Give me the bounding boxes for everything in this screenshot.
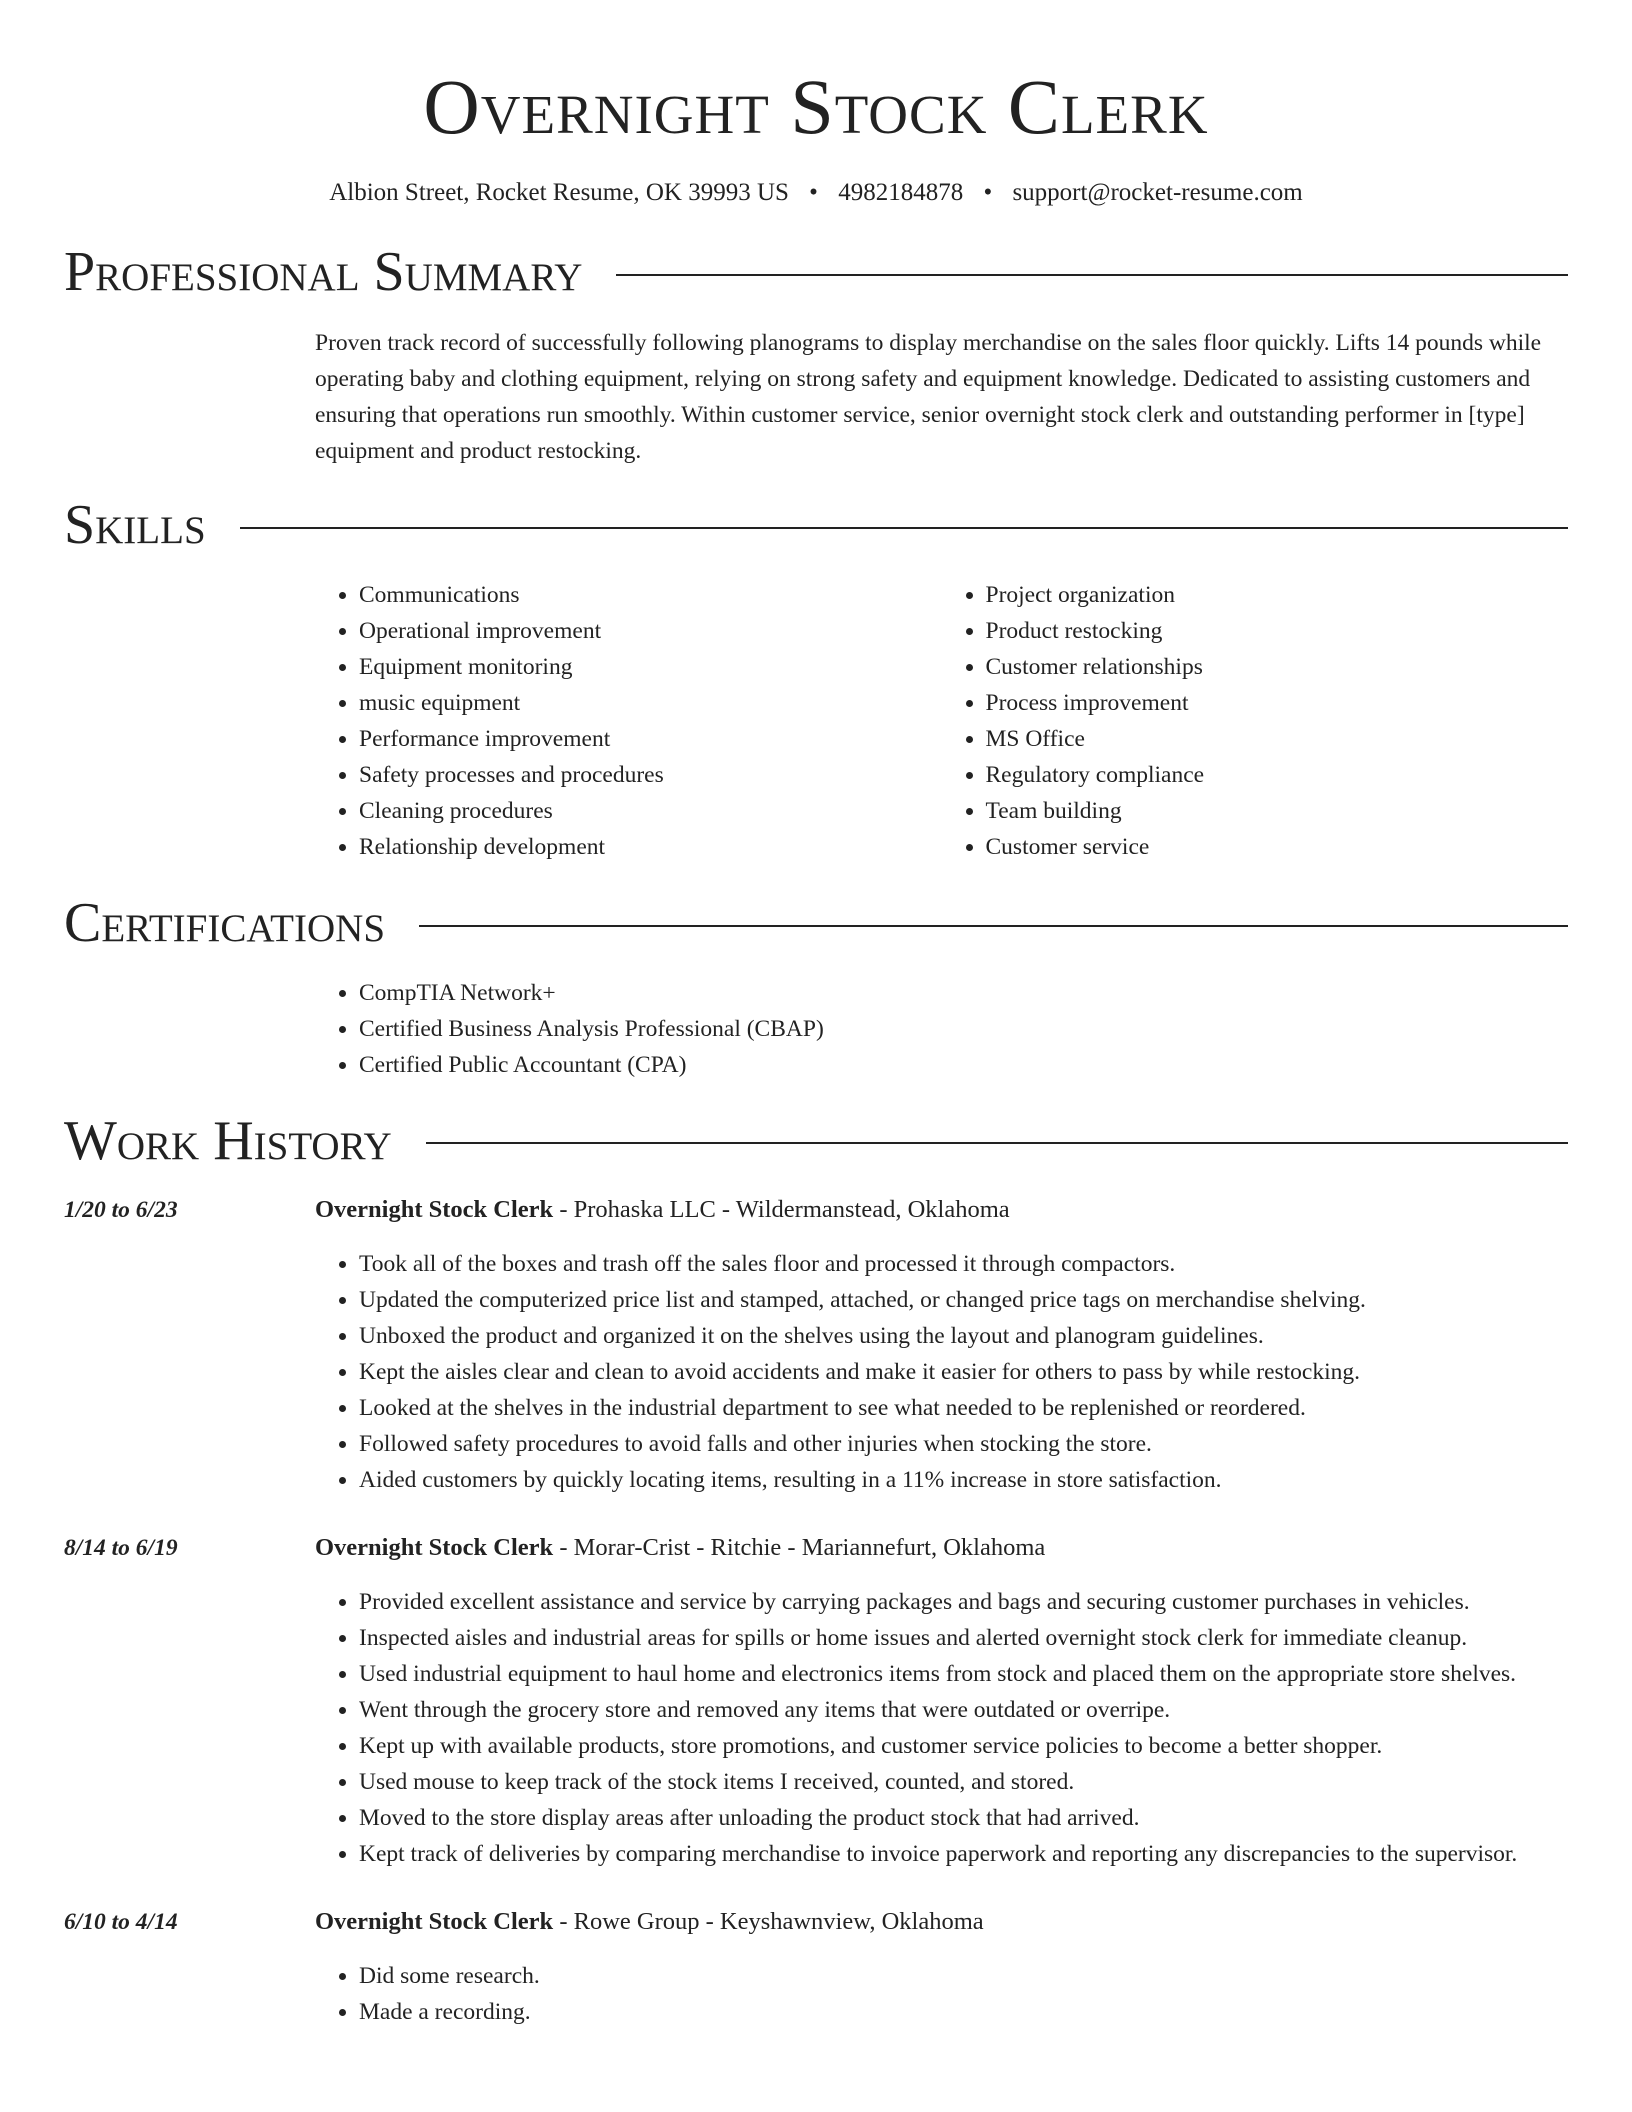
- certifications-section-header: [64, 893, 1568, 955]
- job-details: [315, 1904, 1568, 2030]
- job-title: Overnight Stock Clerk: [315, 1534, 554, 1562]
- contact-address: Albion Street, Rocket Resume, OK 39993 US: [329, 178, 789, 206]
- list-item: • Project organization: [986, 577, 1569, 613]
- section-divider: [419, 925, 1568, 927]
- section-divider: [240, 527, 1568, 529]
- skills-column-left: [315, 577, 942, 865]
- job-details: [315, 1530, 1568, 1872]
- contact-separator: •: [809, 178, 818, 206]
- certifications-heading: Certifications: [64, 891, 386, 954]
- section-divider: [616, 274, 1568, 276]
- list-item: • Equipment monitoring: [359, 649, 942, 685]
- list-item: • MS Office: [986, 721, 1569, 757]
- contact-email: support@rocket-resume.com: [1012, 178, 1303, 206]
- list-item: • Customer service: [986, 829, 1569, 865]
- list-item: • Cleaning procedures: [359, 793, 942, 829]
- job-details: [315, 1192, 1568, 1498]
- skills-list: [315, 577, 1568, 865]
- list-item: • Process improvement: [986, 685, 1569, 721]
- work-history-list: [64, 1192, 1568, 2030]
- section-divider: [426, 1142, 1568, 1144]
- summary-section-header: [64, 242, 1568, 304]
- list-item: • Communications: [359, 577, 942, 613]
- contact-line: [64, 178, 1568, 208]
- list-item: • Team building: [986, 793, 1569, 829]
- list-item: • Certified Public Accountant (CPA): [359, 1047, 1568, 1083]
- skills-column-right: [942, 577, 1569, 865]
- job-heading: [315, 1192, 1568, 1228]
- job-employer-location: - Prohaska LLC - Wildermanstead, Oklahoma: [553, 1196, 1010, 1224]
- certifications-list: [315, 975, 1568, 1083]
- list-item: • Followed safety procedures to avoid falls and other injuries when stocking the store.: [359, 1426, 1568, 1462]
- list-item: • Made a recording.: [359, 1994, 1568, 2030]
- list-item: • Kept up with available products, store promotions, and customer service policies to become a better shopper.: [359, 1728, 1568, 1764]
- job-entry: [64, 1530, 1568, 1872]
- list-item: • Product restocking: [986, 613, 1569, 649]
- work-section-header: [64, 1111, 1568, 1173]
- list-item: • Went through the grocery store and removed any items that were outdated or overripe.: [359, 1692, 1568, 1728]
- job-title: Overnight Stock Clerk: [315, 1196, 554, 1224]
- list-item: • Used industrial equipment to haul home and electronics items from stock and placed them on the appropriate store shelves.: [359, 1656, 1568, 1692]
- contact-phone: 4982184878: [838, 178, 964, 206]
- job-bullets: [315, 1958, 1568, 2030]
- list-item: • Did some research.: [359, 1958, 1568, 1994]
- job-title: Overnight Stock Clerk: [315, 1908, 554, 1936]
- skills-heading: Skills: [64, 494, 206, 557]
- job-heading: [315, 1904, 1568, 1940]
- skills-section-header: [64, 495, 1568, 557]
- work-heading: Work History: [64, 1109, 392, 1172]
- list-item: • Moved to the store display areas after unloading the product stock that had arrived.: [359, 1800, 1568, 1836]
- job-employer-location: - Rowe Group - Keyshawnview, Oklahoma: [553, 1908, 984, 1936]
- list-item: • Aided customers by quickly locating items, resulting in a 11% increase in store satisfaction.: [359, 1462, 1568, 1498]
- certifications-items: [315, 975, 1568, 1083]
- job-heading: [315, 1530, 1568, 1566]
- contact-separator: •: [983, 178, 993, 206]
- list-item: • Updated the computerized price list and stamped, attached, or changed price tags on merchandise shelving.: [359, 1282, 1568, 1318]
- resume-page: [64, 0, 1568, 2030]
- job-bullets: [315, 1584, 1568, 1872]
- list-item: • Relationship development: [359, 829, 942, 865]
- job-dates: 1/20 to 6/23: [64, 1197, 178, 1224]
- list-item: • Safety processes and procedures: [359, 757, 942, 793]
- list-item: • Certified Business Analysis Professional (CBAP): [359, 1011, 1568, 1047]
- list-item: • Performance improvement: [359, 721, 942, 757]
- list-item: • Kept track of deliveries by comparing merchandise to invoice paperwork and reporting any discrepancies to the supervisor.: [359, 1836, 1568, 1872]
- list-item: • Provided excellent assistance and service by carrying packages and bags and securing customer purchases in vehicles.: [359, 1584, 1568, 1620]
- list-item: • Kept the aisles clear and clean to avoid accidents and make it easier for others to pass by while restocking.: [359, 1354, 1568, 1390]
- list-item: • Used mouse to keep track of the stock items I received, counted, and stored.: [359, 1764, 1568, 1800]
- list-item: • Regulatory compliance: [986, 757, 1569, 793]
- job-dates: 6/10 to 4/14: [64, 1909, 178, 1936]
- job-entry: [64, 1192, 1568, 1498]
- job-entry: [64, 1904, 1568, 2030]
- list-item: • Looked at the shelves in the industrial department to see what needed to be replenished or reordered.: [359, 1390, 1568, 1426]
- summary-heading: Professional Summary: [64, 240, 583, 303]
- list-item: • Customer relationships: [986, 649, 1569, 685]
- resume-name: Overnight Stock Clerk: [423, 63, 1209, 150]
- job-dates: 8/14 to 6/19: [64, 1535, 178, 1562]
- job-bullets: [315, 1246, 1568, 1498]
- summary-text: Proven track record of successfully following planograms to display merchandise on the sales floor quickly. Lifts 14 pounds while operating baby and clothing equipment, relying on strong safety and equipment knowledge. Dedicated to assisting customers and ensuring that operations run smoothly. Within customer service, senior overnight stock clerk and outstanding performer in [type] equipment and product restocking.: [315, 330, 1542, 465]
- job-employer-location: - Morar-Crist - Ritchie - Mariannefurt, Oklahoma: [553, 1534, 1046, 1562]
- list-item: • Took all of the boxes and trash off the sales floor and processed it through compactors.: [359, 1246, 1568, 1282]
- list-item: • Unboxed the product and organized it on the shelves using the layout and planogram guidelines.: [359, 1318, 1568, 1354]
- list-item: • Operational improvement: [359, 613, 942, 649]
- list-item: • CompTIA Network+: [359, 975, 1568, 1011]
- list-item: • music equipment: [359, 685, 942, 721]
- list-item: • Inspected aisles and industrial areas for spills or home issues and alerted overnight stock clerk for immediate cleanup.: [359, 1620, 1568, 1656]
